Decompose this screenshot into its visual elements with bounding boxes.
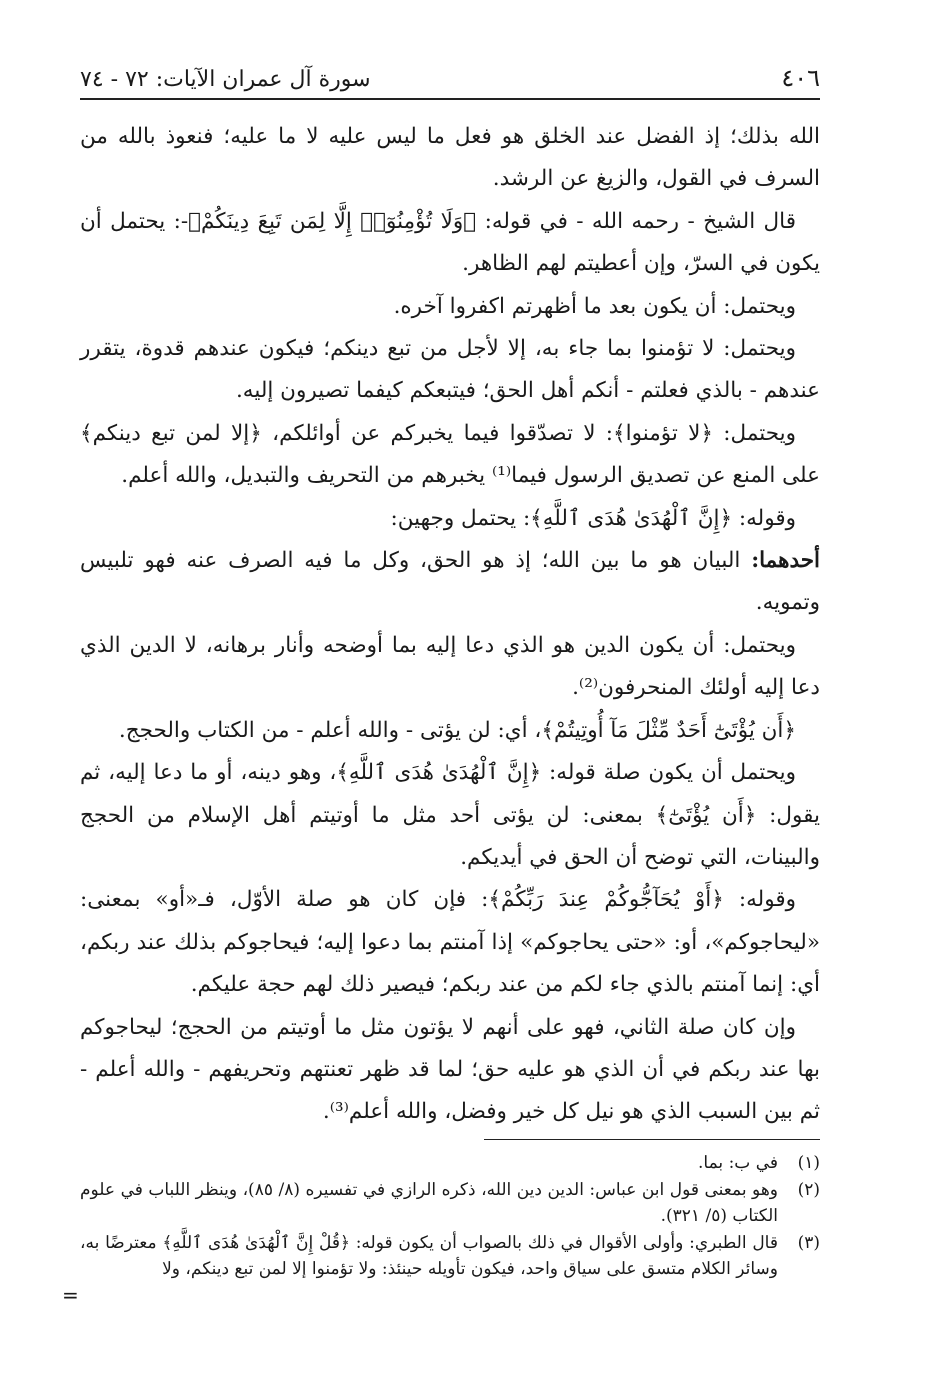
- paragraph: ﴿أَن يُؤْتَىٰٓ أَحَدٌ مِّثْلَ مَآ أُوتِيتُمْ﴾، أي: لن يؤتى - والله أعلم - من الكتاب والحجج.: [118, 717, 796, 743]
- main-text: [80, 116, 820, 1134]
- footnote-number: (١): [797, 1153, 820, 1173]
- paragraph: ويحتمل أن يكون صلة قوله: ﴿إِنَّ ٱلْهُدَىٰ هُدَى ٱللَّهِ﴾، وهو دينه، أو ما دعا إليه، ثم يقول: ﴿أَن يُؤْتَىٰٓ﴾ بمعنى: لن يؤتى أحد مثل ما أوتيتم أهل الإسلام من الحجج والبينات، التي توضح أن الحق في أيديكم.: [80, 760, 820, 870]
- footnote-number: (٢): [797, 1179, 820, 1200]
- footnote: [80, 1150, 820, 1177]
- footnote: [80, 1230, 820, 1283]
- page-number: ٤٠٦: [781, 64, 820, 92]
- paragraph: ويحتمل: أن يكون بعد ما أظهرتم اكفروا آخره.: [393, 293, 796, 319]
- footnote-number: (٣): [797, 1232, 820, 1253]
- paragraph: ويحتمل: أن يكون الدين هو الذي دعا إليه بما أوضحه وأنار برهانه، لا الدين الذي دعا إليه أولئك المنحرفون⁽²⁾.: [80, 632, 820, 701]
- paragraph: ويحتمل: لا تؤمنوا بما جاء به، إلا لأجل من تبع دينكم؛ فيكون عندهم قدوة، يتقرر عندهم - بالذي فعلتم - أنكم أهل الحق؛ فيتبعكم كيفما تصيرون إليه.: [80, 336, 820, 404]
- paragraph: وقوله: ﴿إِنَّ ٱلْهُدَىٰ هُدَى ٱللَّهِ﴾: يحتمل وجهين:: [390, 505, 796, 531]
- header-rule: [80, 98, 820, 100]
- paragraph: قال الشيخ - رحمه الله - في قوله: ﴿وَلَا تُؤْمِنُوٓا۟ إِلَّا لِمَن تَبِعَ دِينَكُمْ﴾-: يحتمل أن يكون في السرّ، وإن أعطيتم لهم الظاهر.: [80, 208, 820, 277]
- footnote-rule: [484, 1139, 820, 1140]
- footnote-text: قال الطبري: وأولى الأقوال في ذلك بالصواب أن يكون قوله: ﴿قُلْ إِنَّ ٱلْهُدَىٰ هُدَى ٱللَّهِ﴾ معترضًا به، وسائر الكلام متسق على سياق واحد، فيكون تأويله حينئذ: ولا تؤمنوا إلا لمن تبع دينكم، ولا: [80, 1232, 778, 1279]
- footnote-text: وهو بمعنى قول ابن عباس: الدين دين الله، ذكره الرازي في تفسيره (٨/ ٨٥)، وينظر اللباب في علوم الكتاب (٥/ ٣٢١).: [80, 1179, 778, 1226]
- continuation-mark: =: [62, 1283, 77, 1307]
- paragraph: ويحتمل: ﴿لا تؤمنوا﴾: لا تصدّقوا فيما يخبركم عن أوائلكم، ﴿إلا لمن تبع دينكم﴾ على المنع عن تصديق الرسول فيما⁽¹⁾ يخبرهم من التحريف والتبديل، والله أعلم.: [80, 420, 820, 489]
- paragraph: [80, 540, 820, 625]
- paragraph: الله بذلك؛ إذ الفضل عند الخلق هو فعل ما ليس عليه لا ما عليه؛ فنعوذ بالله من السرف في القول، والزيغ عن الرشد.: [80, 124, 820, 192]
- running-title: سورة آل عمران الآيات: ٧٢ - ٧٤: [80, 67, 371, 92]
- footnote: [80, 1177, 820, 1230]
- paragraph: وقوله: ﴿أَوْ يُحَآجُّوكُمْ عِندَ رَبِّكُمْ﴾: فإن كان هو صلة الأوّل، فـ«أو» بمعنى: «ليحاجوكم»، أو: «حتى يحاجوكم» إذا آمنتم بما دعوا إليه؛ فيحاجوكم بذلك عند ربكم، أي: إنما آمنتم بالذي جاء لكم من عند ربكم؛ فيصير ذلك لهم حجة عليكم.: [80, 887, 820, 998]
- paragraph-text: البيان هو ما بين الله؛ إذ هو الحق، وكل ما فيه الصرف عنه فهو تلبيس وتمويه.: [80, 548, 820, 616]
- footnote-text: في ب: بما.: [698, 1153, 778, 1173]
- paragraph-lead: أحدهما:: [751, 548, 820, 574]
- book-page: [80, 0, 820, 1385]
- footnotes: [80, 1150, 820, 1283]
- running-header: [80, 58, 820, 92]
- paragraph: وإن كان صلة الثاني، فهو على أنهم لا يؤتون مثل ما أوتيتم من الحجج؛ ليحاجوكم بها عند ربكم في أن الذي هو عليه حق؛ لما قد ظهر تعنتهم وتحريفهم - والله أعلم - ثم بين السبب الذي هو نيل كل خير وفضل، والله أعلم⁽³⁾.: [80, 1014, 820, 1125]
